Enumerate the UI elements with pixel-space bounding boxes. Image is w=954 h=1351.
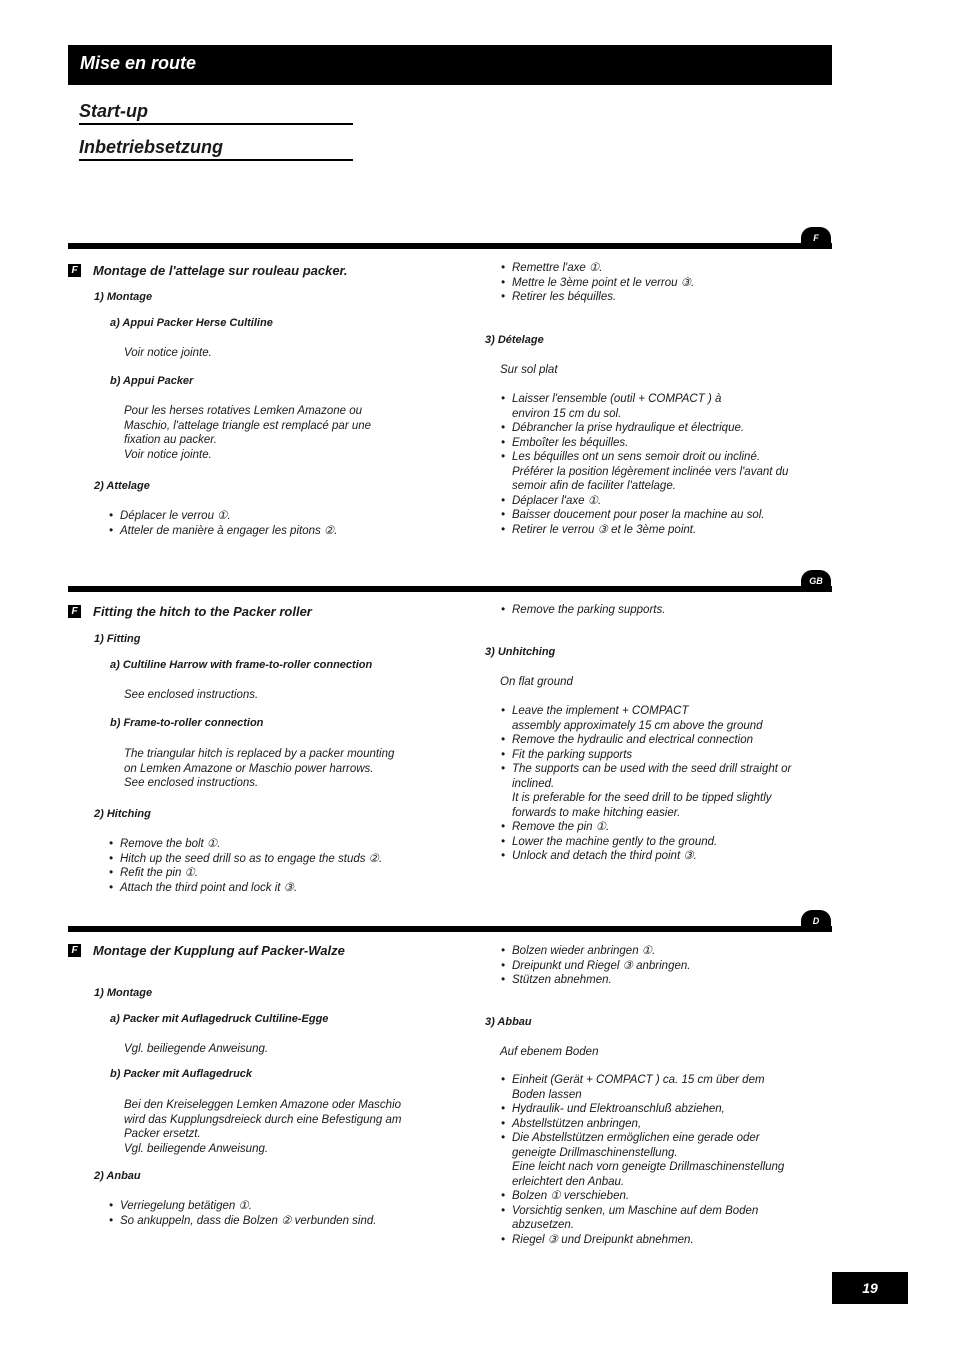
bullet-item: • Hitch up the seed drill so as to engage the studs ②. bbox=[120, 852, 382, 867]
step-heading: 1) Montage bbox=[94, 291, 153, 303]
bullet-continuation: Préférer la position légèrement inclinée vers l'avant du bbox=[512, 465, 789, 478]
substep-heading: a) Packer mit Auflagedruck Cultiline-Egge bbox=[110, 1013, 329, 1025]
bullet-item: • Leave the implement + COMPACT bbox=[512, 704, 689, 719]
instruction-line: wird das Kupplungsdreieck durch eine Befestigung am bbox=[124, 1113, 402, 1126]
bullet-item: • Hydraulik- und Elektroanschluß abziehen, bbox=[512, 1102, 725, 1117]
bullet-item: • Stützen abnehmen. bbox=[512, 973, 612, 988]
step-heading: 3) Dételage bbox=[485, 334, 544, 346]
instruction-line: Packer ersetzt. bbox=[124, 1128, 201, 1140]
section-marker: F bbox=[68, 264, 81, 277]
instruction-line: Maschio, l'attelage triangle est remplacé par une bbox=[124, 419, 372, 432]
section-rule bbox=[68, 586, 832, 592]
bullet-item: • The supports can be used with the seed drill straight or bbox=[512, 762, 791, 777]
substep-heading: b) Packer mit Auflagedruck bbox=[110, 1068, 253, 1080]
bullet-continuation: abzusetzen. bbox=[512, 1219, 575, 1231]
section-marker: F bbox=[68, 605, 81, 618]
section-marker: F bbox=[68, 944, 81, 957]
bullet-item: • Emboîter les béquilles. bbox=[512, 436, 628, 451]
bullet-item: • Déplacer l'axe ①. bbox=[512, 494, 601, 509]
bullet-item: • Remove the parking supports. bbox=[512, 603, 665, 618]
language-tab: D bbox=[801, 910, 831, 932]
bullet-item: • Remove the pin ①. bbox=[512, 820, 609, 835]
instruction-text: Vgl. beiliegende Anweisung. bbox=[124, 1043, 269, 1055]
step-heading: 3) Abbau bbox=[485, 1016, 532, 1028]
step-heading: 2) Hitching bbox=[94, 808, 151, 820]
instruction-text: On flat ground bbox=[500, 676, 573, 688]
bullet-continuation: Boden lassen bbox=[512, 1088, 582, 1101]
bullet-item: • Vorsichtig senken, um Maschine auf dem Boden bbox=[512, 1204, 758, 1219]
bullet-continuation: Eine leicht nach vorn geneigte Drillmaschinenstellung bbox=[512, 1161, 785, 1173]
section-rule bbox=[68, 243, 832, 249]
bullet-item: • Refit the pin ①. bbox=[120, 866, 198, 881]
step-heading: 2) Attelage bbox=[94, 480, 150, 492]
bullet-item: • Riegel ③ und Dreipunkt abnehmen. bbox=[512, 1233, 694, 1248]
bullet-item: • Abstellstützen anbringen, bbox=[512, 1117, 641, 1132]
language-tab: GB bbox=[801, 570, 831, 592]
instruction-text: Sur sol plat bbox=[500, 364, 558, 376]
bullet-item: • Laisser l'ensemble (outil + COMPACT ) à bbox=[512, 392, 721, 407]
section-title: Fitting the hitch to the Packer roller bbox=[93, 604, 312, 619]
instruction-text: Auf ebenem Boden bbox=[500, 1046, 599, 1058]
bullet-item: • Dreipunkt und Riegel ③ anbringen. bbox=[512, 959, 690, 974]
bullet-continuation: geneigte Drillmaschinenstellung. bbox=[512, 1146, 678, 1159]
page-number: 19 bbox=[832, 1272, 908, 1304]
bullet-item: • Débrancher la prise hydraulique et électrique. bbox=[512, 421, 744, 436]
subtitle-de: Inbetriebsetzung bbox=[79, 136, 353, 161]
instruction-line: Pour les herses rotatives Lemken Amazone ou bbox=[124, 405, 363, 417]
bullet-item: • Lower the machine gently to the ground. bbox=[512, 835, 717, 850]
bullet-item: • Bolzen wieder anbringen ①. bbox=[512, 944, 655, 959]
section-title: Montage der Kupplung auf Packer-Walze bbox=[93, 943, 345, 958]
bullet-item: • Déplacer le verrou ①. bbox=[120, 509, 231, 524]
bullet-item: • Remettre l'axe ①. bbox=[512, 261, 602, 276]
substep-heading: a) Appui Packer Herse Cultiline bbox=[110, 317, 273, 329]
bullet-continuation: inclined. bbox=[512, 777, 555, 790]
instruction-line: on Lemken Amazone or Maschio power harrows. bbox=[124, 762, 374, 775]
bullet-continuation: assembly approximately 15 cm above the ground bbox=[512, 719, 763, 732]
bullet-item: • Verriegelung betätigen ①. bbox=[120, 1199, 252, 1214]
instruction-text: Voir notice jointe. bbox=[124, 347, 212, 359]
section-title: Montage de l'attelage sur rouleau packer. bbox=[93, 263, 348, 278]
instruction-line: See enclosed instructions. bbox=[124, 777, 259, 789]
substep-heading: b) Appui Packer bbox=[110, 375, 194, 387]
instruction-line: Voir notice jointe. bbox=[124, 448, 212, 461]
bullet-item: • Remove the hydraulic and electrical connection bbox=[512, 733, 753, 748]
instruction-line: Vgl. beiliegende Anweisung. bbox=[124, 1142, 269, 1155]
step-heading: 2) Anbau bbox=[94, 1170, 141, 1182]
bullet-item: • Atteler de manière à engager les pitons ②. bbox=[120, 524, 337, 539]
bullet-item: • So ankuppeln, dass die Bolzen ② verbunden sind. bbox=[120, 1214, 376, 1229]
bullet-item: • Die Abstellstützen ermöglichen eine gerade oder bbox=[512, 1131, 760, 1146]
substep-heading: b) Frame-to-roller connection bbox=[110, 717, 264, 729]
section-rule bbox=[68, 926, 832, 932]
step-heading: 3) Unhitching bbox=[485, 646, 556, 658]
substep-heading: a) Cultiline Harrow with frame-to-roller connection bbox=[110, 659, 373, 671]
bullet-item: • Attach the third point and lock it ③. bbox=[120, 881, 297, 896]
bullet-item: • Einheit (Gerät + COMPACT ) ca. 15 cm über dem bbox=[512, 1073, 765, 1088]
bullet-item: • Retirer le verrou ③ et le 3ème point. bbox=[512, 523, 696, 538]
bullet-item: • Remove the bolt ①. bbox=[120, 837, 220, 852]
language-tab: F bbox=[801, 227, 831, 249]
bullet-continuation: It is preferable for the seed drill to be tipped slightly bbox=[512, 792, 772, 804]
instruction-text: See enclosed instructions. bbox=[124, 689, 259, 701]
step-heading: 1) Fitting bbox=[94, 633, 141, 645]
bullet-item: • Mettre le 3ème point et le verrou ③. bbox=[512, 276, 694, 291]
bullet-item: • Unlock and detach the third point ③. bbox=[512, 849, 697, 864]
subtitle-en: Start-up bbox=[79, 100, 353, 125]
bullet-item: • Bolzen ① verschieben. bbox=[512, 1189, 629, 1204]
bullet-continuation: environ 15 cm du sol. bbox=[512, 407, 622, 420]
instruction-line: fixation au packer. bbox=[124, 434, 217, 446]
bullet-item: • Retirer les béquilles. bbox=[512, 290, 616, 305]
bullet-continuation: erleichtert den Anbau. bbox=[512, 1175, 625, 1188]
instruction-line: The triangular hitch is replaced by a packer mounting bbox=[124, 748, 395, 760]
step-heading: 1) Montage bbox=[94, 987, 153, 999]
instruction-line: Bei den Kreiseleggen Lemken Amazone oder Maschio bbox=[124, 1099, 402, 1111]
bullet-continuation: forwards to make hitching easier. bbox=[512, 806, 681, 819]
bullet-continuation: semoir afin de faciliter l'attelage. bbox=[512, 480, 676, 492]
bullet-item: • Fit the parking supports bbox=[512, 748, 632, 763]
bullet-item: • Baisser doucement pour poser la machine au sol. bbox=[512, 508, 765, 523]
page-title: Mise en route bbox=[80, 53, 197, 73]
bullet-item: • Les béquilles ont un sens semoir droit ou incliné. bbox=[512, 450, 760, 465]
